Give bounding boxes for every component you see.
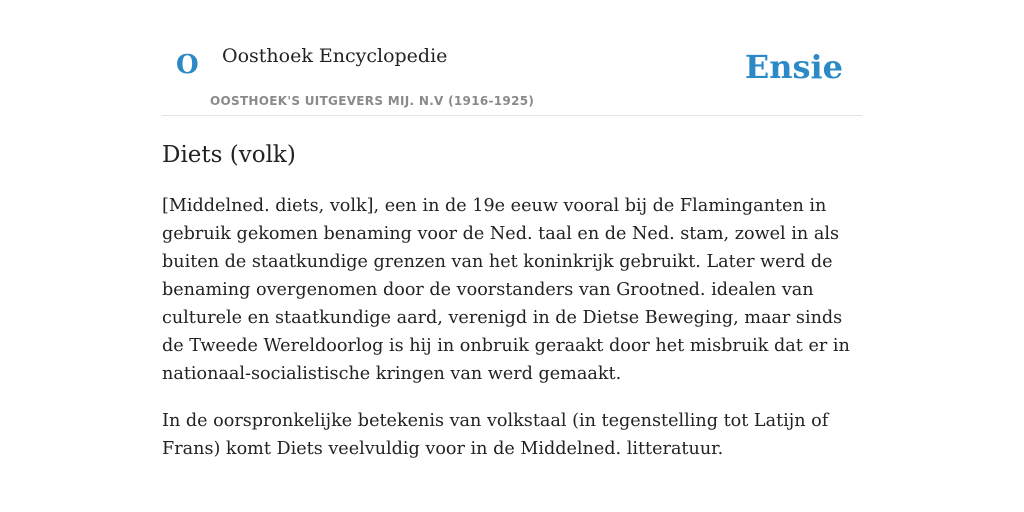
article-paragraph: In de oorspronkelijke betekenis van volkstaal (in tegenstelling tot Latijn of Frans) komt Diets veelvuldig voor in de Middelned. litteratuur. [162, 410, 829, 459]
page [162, 0, 862, 463]
publication-header [162, 0, 862, 116]
ensie-brand-link[interactable]: Ensie [744, 48, 843, 86]
publisher-line: OOSTHOEK'S UITGEVERS MIJ. N.V (1916-1925) [210, 94, 535, 108]
publication-logo[interactable]: O [176, 50, 199, 80]
article-paragraph: [Middelned. diets, volk], een in de 19e eeuw vooral bij de Flaminganten in gebruik gekomen benaming voor de Ned. taal en de Ned. stam, zowel in als buiten de staatkundige grenzen van het koninkrijk gebruikt. Later werd de benaming overgenomen door de voorstanders van Grootned. idealen van culturele en staatkundige aard, verenigd in de Dietse Beweging, maar sinds de Tweede Wereldoorlog is hij in onbruik geraakt door het misbruik dat er in nationaal-socialistische kringen van werd gemaakt. [162, 195, 850, 384]
article-title: Diets (volk) [162, 142, 296, 168]
publication-title[interactable]: Oosthoek Encyclopedie [222, 45, 448, 67]
